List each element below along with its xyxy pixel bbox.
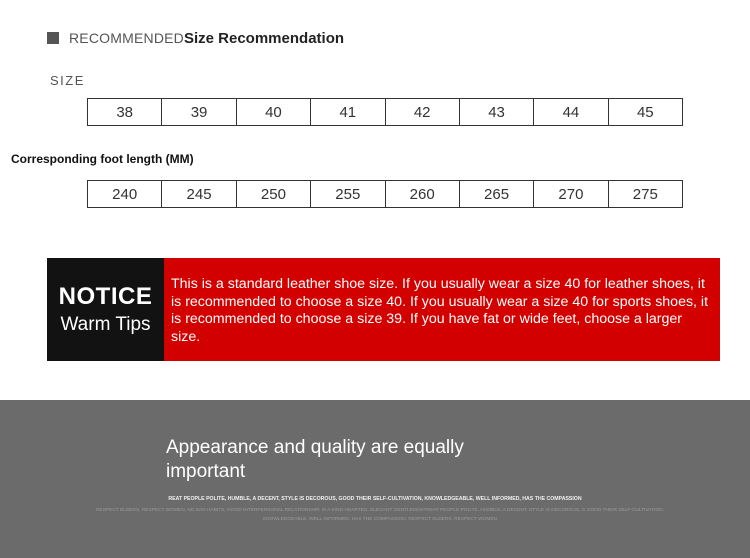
foot-length-label: Corresponding foot length (MM) (11, 152, 194, 166)
foot-length-cell: 260 (386, 181, 460, 207)
foot-length-cell: 250 (237, 181, 311, 207)
size-cell: 43 (460, 99, 534, 125)
footer-tagline: REAT PEOPLE POLITE, HUMBLE, A DECENT, STYLE IS DECOROUS, GOOD THEIR SELF-CULTIVATION, KNOWLEDGEABLE, WELL INFORMED, HAS THE COMPASSION (168, 496, 582, 502)
notice-banner (47, 258, 720, 361)
square-bullet-icon (47, 32, 59, 44)
footer-headline: Appearance and quality are equally important (166, 437, 464, 482)
footer-banner (0, 400, 750, 558)
foot-length-cell: 270 (534, 181, 608, 207)
size-cell: 44 (534, 99, 608, 125)
foot-length-cell: 275 (632, 185, 658, 203)
footer-fine-print: RESPECT ELDERS, RESPECT WOMEN, NO BAD HABITS, GOOD INTERPERSONAL RELATIONSHIP, IS A KIND-HEARTED, ELEGANT GENTLEMANTREAT PEOPLE POLITE, HUMBLE, A DECENT, STYLE IS DECOROUS, G GOOD THEIR SELF-CULTIVATION, KNOWLEDGEABLE, WELL INFORMED, HAS THE COMPASSION, RESPECT ELDERS, RESPECT WOMEN (96, 508, 664, 522)
notice-heading: NOTICE (58, 282, 153, 310)
notice-subheading: Warm Tips (60, 313, 151, 335)
recommended-label: RECOMMENDED (69, 30, 184, 46)
size-cell: 41 (311, 99, 385, 125)
foot-length-table (87, 180, 683, 208)
size-table (87, 98, 683, 126)
size-cell: 45 (636, 103, 654, 121)
section-title: Size Recommendation (183, 29, 345, 47)
section-header (47, 28, 344, 48)
foot-length-cell: 255 (311, 181, 385, 207)
foot-length-cell: 240 (88, 181, 162, 207)
size-cell: 42 (386, 99, 460, 125)
size-label: SIZE (50, 73, 85, 88)
notice-text-box (164, 258, 720, 361)
size-cell: 38 (88, 99, 162, 125)
notice-text: This is a standard leather shoe size. If you usually wear a size 40 for leather shoes, it is recommended to choose a size 40. If you usually wear a size 40 for sports shoes, it is recommended to choose a size 39. If you have fat or wide feet, choose a larger size. (171, 276, 709, 345)
foot-length-cell: 245 (162, 181, 236, 207)
foot-length-cell: 265 (460, 181, 534, 207)
size-cell: 39 (162, 99, 236, 125)
size-cell: 40 (237, 99, 311, 125)
notice-heading-box (47, 258, 164, 361)
